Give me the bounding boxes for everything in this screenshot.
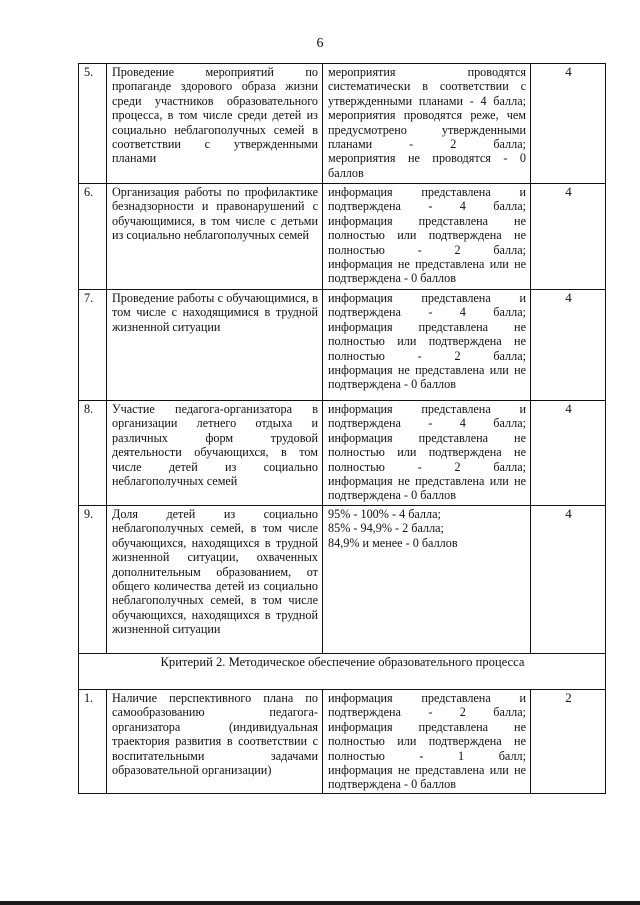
indicator-name: Участие педагога-организатора в организации летнего отдыха и различных форм трудовой деятельности обучающихся, в том числе детей из социально неблагополучных семей xyxy=(107,401,323,506)
criteria-table xyxy=(78,63,606,794)
page-number: 6 xyxy=(316,36,324,51)
row-number: 6. xyxy=(79,184,107,290)
section-header: Критерий 2. Методическое обеспечение образовательного процесса xyxy=(79,654,606,690)
scoring-criteria xyxy=(323,184,531,290)
criteria-line: мероприятия не проводятся - 0 баллов xyxy=(328,151,526,180)
criteria-line: информация представлена не полностью или подтверждена не полностью - 2 балла; xyxy=(328,319,526,363)
row-number: 8. xyxy=(79,401,107,506)
row-number: 1. xyxy=(79,690,107,794)
scoring-criteria xyxy=(323,64,531,184)
scoring-criteria xyxy=(323,690,531,794)
criteria-line: информация представлена и подтверждена - 4 балла; xyxy=(328,402,526,431)
max-score: 4 xyxy=(531,506,606,654)
criteria-line: информация представлена не полностью или подтверждена не полностью - 1 балл; xyxy=(328,719,526,763)
table-row xyxy=(79,690,606,794)
criteria-line: мероприятия проводятся реже, чем предусмотрено утвержденными планами - 2 балла; xyxy=(328,108,526,152)
criteria-line: 95% - 100% - 4 балла; xyxy=(328,507,441,521)
max-score: 4 xyxy=(531,401,606,506)
indicator-name: Доля детей из социально неблагополучных семей, в том числе обучающихся, находящихся в трудной жизненной ситуации, охваченных дополнительным образованием, от общего количества детей из социально неблагополучных семей, в том числе обучающихся, находящихся в трудной жизненной ситуации xyxy=(107,506,323,654)
criteria-line: информация не представлена или не подтверждена - 0 баллов xyxy=(328,763,526,792)
criteria-line: информация не представлена или не подтверждена - 0 баллов xyxy=(328,474,526,503)
criteria-line: информация представлена и подтверждена - 2 балла; xyxy=(328,691,526,720)
scan-edge-rule xyxy=(0,901,640,905)
criteria-line: информация не представлена или не подтверждена - 0 баллов xyxy=(328,257,526,286)
table-row xyxy=(79,64,606,184)
table-row xyxy=(79,401,606,506)
indicator-name: Проведение работы с обучающимися, в том числе с находящимися в трудной жизненной ситуации xyxy=(107,290,323,401)
criteria-line: информация представлена не полностью или подтверждена не полностью - 2 балла; xyxy=(328,430,526,474)
row-number: 7. xyxy=(79,290,107,401)
scoring-criteria xyxy=(323,401,531,506)
indicator-name: Организация работы по профилактике безнадзорности и правонарушений с обучающимися, в том числе с детьми из социально неблагополучных семей xyxy=(107,184,323,290)
indicator-name: Проведение мероприятий по пропаганде здорового образа жизни среди участников образовательного процесса, в том числе среди детей из социально неблагополучных семей в соответствии с утвержденными планами xyxy=(107,64,323,184)
row-number: 9. xyxy=(79,506,107,654)
criteria-line: мероприятия проводятся систематически в соответствии с утвержденными планами - 4 балла; xyxy=(328,65,526,108)
table-row xyxy=(79,290,606,401)
criteria-line: информация представлена не полностью или подтверждена не полностью - 2 балла; xyxy=(328,213,526,257)
criteria-line: информация представлена и подтверждена - 4 балла; xyxy=(328,185,526,214)
criteria-line: 85% - 94,9% - 2 балла; xyxy=(328,521,444,536)
max-score: 2 xyxy=(531,690,606,794)
max-score: 4 xyxy=(531,290,606,401)
section-header-row xyxy=(79,654,606,690)
criteria-line: информация не представлена или не подтверждена - 0 баллов xyxy=(328,363,526,392)
table-row xyxy=(79,506,606,654)
max-score: 4 xyxy=(531,64,606,184)
scoring-criteria xyxy=(323,506,531,654)
indicator-name: Наличие перспективного плана по самообразованию педагога-организатора (индивидуальная траектория развития в соответствии с воспитательными задачами образовательной организации) xyxy=(107,690,323,794)
row-number: 5. xyxy=(79,64,107,184)
max-score: 4 xyxy=(531,184,606,290)
criteria-line: информация представлена и подтверждена - 4 балла; xyxy=(328,291,526,320)
scoring-criteria xyxy=(323,290,531,401)
criteria-line: 84,9% и менее - 0 баллов xyxy=(328,535,458,550)
table-row xyxy=(79,184,606,290)
